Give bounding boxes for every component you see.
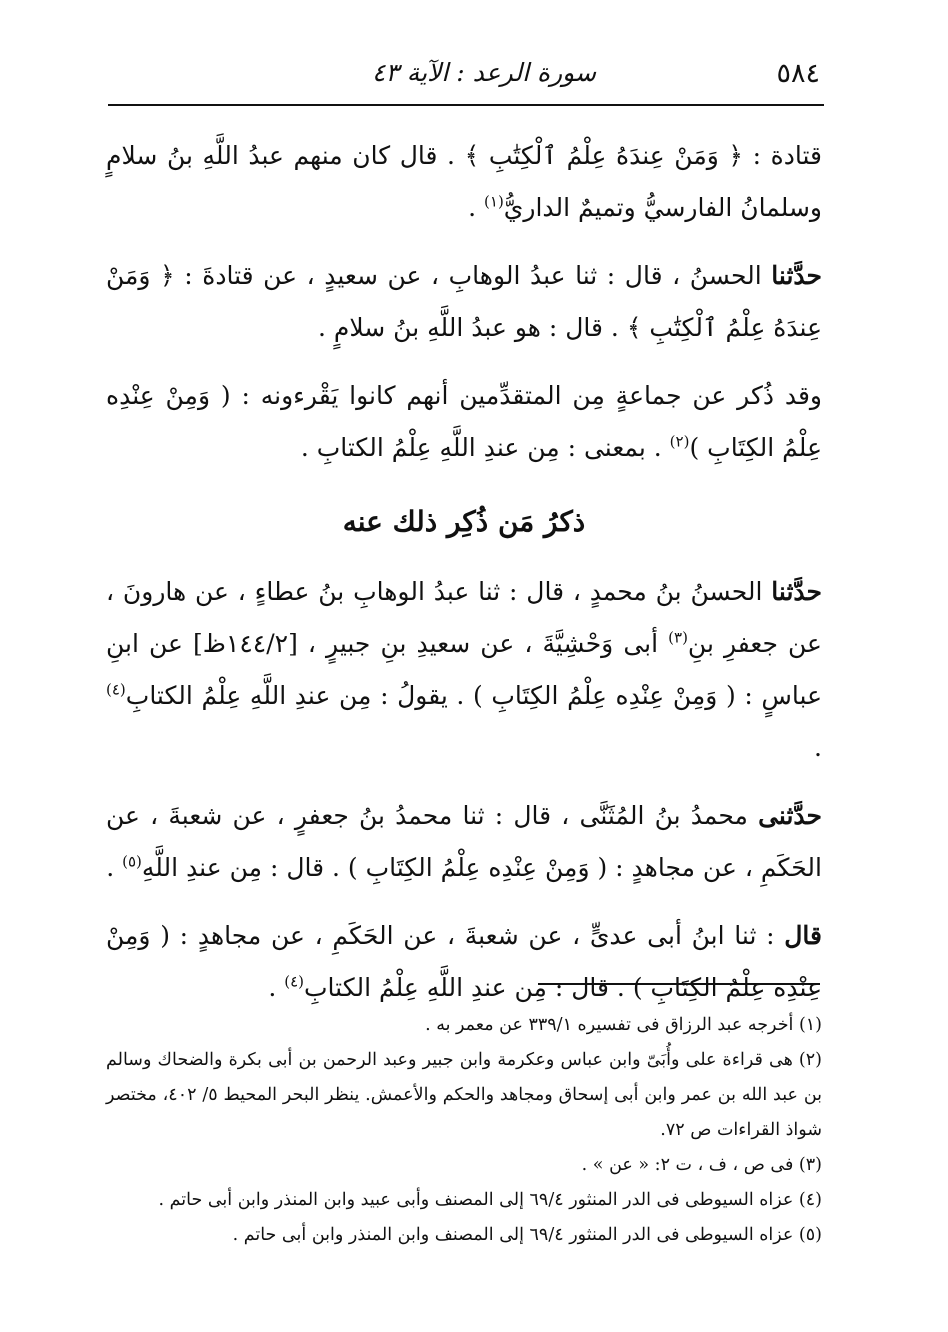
page-number: ٥٨٤ <box>776 58 820 89</box>
page-header <box>108 52 820 96</box>
footnote-ref[interactable]: (٢) <box>669 432 690 451</box>
header-rule <box>108 104 824 106</box>
paragraph-end: . بمعنى : مِن عندِ اللَّهِ عِلْمُ الكتابِ . <box>300 433 670 462</box>
paragraph-end: . <box>268 973 285 1002</box>
footnotes <box>106 1008 822 1253</box>
isnad-word: حدَّثنى <box>758 801 822 830</box>
paragraph-text: : ثنا ابنُ أبى عدىٍّ ، عن شعبةَ ، عن الحَكَمِ ، عن مجاهدٍ : ( وَمِنْ عِنْدِه عِلْمُ الكِتَابِ ) . قال : مِن عندِ اللَّهِ عِلْمُ الكتابِ <box>106 921 822 1002</box>
paragraph-1 <box>106 130 822 234</box>
paragraph-text: وقد ذُكر عن جماعةٍ مِن المتقدِّمين أنهم كانوا يَقْرءونه : ( وَمِنْ عِنْدِه عِلْمُ الكِتَابِ ) <box>106 381 822 462</box>
footnote-2: (٢) هى قراءة على وأُبَىّ وابن عباس وعكرمة وابن جبير وعبد الرحمن بن أبى بكرة والضحاك وسالم بن عبد الله بن عمر وابن أبى إسحاق ومجاهد والحكم والأعمش. ينظر البحر المحيط ٥/ ٤٠٢، مختصر شواذ القراءات ص ٧٢. <box>106 1050 823 1140</box>
footnote-ref[interactable]: (١) <box>484 192 504 211</box>
paragraph-text: قتادة : ﴿ وَمَنْ عِندَهُ عِلْمُ ٱلْكِتَٰبِ ﴾ . قال كان منهم عبدُ اللَّهِ بنُ سلامٍ وسلمانُ الفارسيُّ وتميمٌ الداريُّ <box>106 141 822 222</box>
footnote-3: (٣) فى ص ، ف ، ت ٢: « عن » . <box>581 1155 822 1175</box>
paragraph-text: الحسنُ بنُ محمدٍ ، قال : ثنا عبدُ الوهابِ بنُ عطاءٍ ، عن هارونَ ، عن جعفرِ بنِ <box>106 577 822 658</box>
section-heading: ذكرُ مَن ذُكِر ذلك عنه <box>342 505 586 538</box>
footnote-rule <box>538 983 820 985</box>
isnad-word: حدَّثنا <box>771 577 822 606</box>
paragraph-text: الحسنُ ، قال : ثنا عبدُ الوهابِ ، عن سعيدٍ ، عن قتادةَ : ﴿ وَمَنْ عِندَهُ عِلْمُ ٱلْكِتَٰبِ ﴾ . قال : هو عبدُ اللَّهِ بنُ سلامٍ . <box>106 261 822 342</box>
paragraph-2 <box>106 250 822 354</box>
paragraph-4 <box>106 566 822 774</box>
paragraph-text: محمدُ بنُ المُثَنَّى ، قال : ثنا محمدُ بنُ جعفرٍ ، عن شعبةَ ، عن الحَكَمِ ، عن مجاهدٍ : ( وَمِنْ عِنْدِه عِلْمُ الكِتَابِ ) . قال : مِن عندِ اللَّهِ <box>106 801 822 882</box>
footnote-4: (٤) عزاه السيوطى فى الدر المنثور ٦٩/٤ إلى المصنف وأبى عبيد وابن المنذر وابن أبى حاتم . <box>158 1190 822 1210</box>
isnad-word: قال <box>784 921 822 950</box>
paragraph-end: . <box>814 733 822 762</box>
paragraph-3 <box>106 370 822 474</box>
footnote-ref[interactable]: (٣) <box>668 628 688 647</box>
footnote-5: (٥) عزاه السيوطى فى الدر المنثور ٦٩/٤ إلى المصنف وابن المنذر وابن أبى حاتم . <box>232 1225 822 1245</box>
running-title: سورة الرعد : الآية ٤٣ <box>371 58 597 87</box>
paragraph-6 <box>106 910 822 1014</box>
paragraph-5 <box>106 790 822 894</box>
main-text <box>106 130 822 1030</box>
paragraph-end: . <box>106 853 123 882</box>
footnote-1: (١) أخرجه عبد الرزاق فى تفسيره ٣٣٩/١ عن معمر به . <box>425 1015 822 1035</box>
footnote-ref[interactable]: (٤) <box>284 972 304 991</box>
paragraph-text: أبى وَحْشِيَّةَ ، عن سعيدِ بنِ جبيرٍ ، [١٤٤/٢ظ] عن ابنِ عباسٍ : ( وَمِنْ عِنْدِه عِلْمُ الكِتَابِ ) . يقولُ : مِن عندِ اللَّهِ عِلْمُ الكتابِ <box>106 629 822 710</box>
footnote-ref[interactable]: (٥) <box>122 852 142 871</box>
footnote-ref[interactable]: (٤) <box>106 680 126 699</box>
paragraph-end: . <box>468 193 485 222</box>
isnad-word: حدَّثنا <box>771 261 822 290</box>
